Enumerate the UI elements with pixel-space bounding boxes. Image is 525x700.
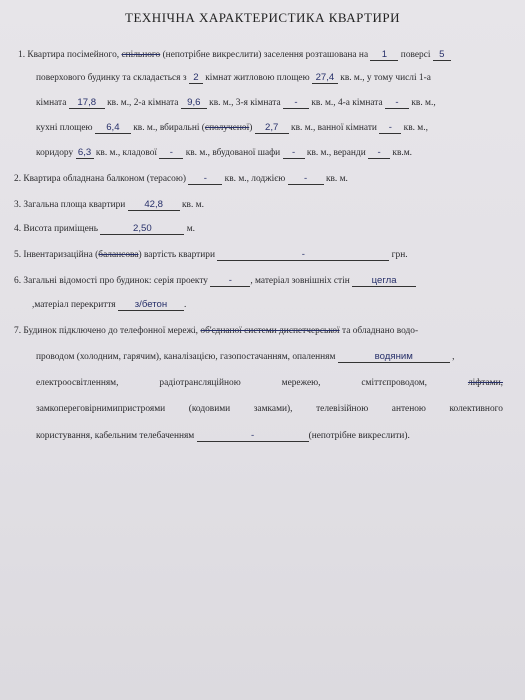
- document-title: ТЕХНІЧНА ХАРАКТЕРИСТИКА КВАРТИРИ: [125, 10, 400, 25]
- walls-field[interactable]: цегла: [352, 275, 416, 287]
- s1-text: (непотрібне викреслити) заселення розташована на: [160, 50, 371, 60]
- s6-text: ,матеріал перекриття: [32, 300, 118, 310]
- s1-text: кв. м., у тому числі 1-а: [337, 73, 431, 83]
- wardrobe-field[interactable]: -: [283, 147, 305, 159]
- room2-field[interactable]: 9,6: [181, 97, 207, 109]
- s2-text: кв. м., лоджією: [222, 174, 288, 184]
- s1-text: кв.м.: [390, 148, 413, 158]
- s1-text: кв. м.,: [401, 123, 428, 133]
- s1-text: кв. м., веранди: [304, 148, 369, 158]
- s7-word: (кодовими: [188, 404, 231, 414]
- s7-text: 7. Будинок підключено до телефонної мережі,: [14, 326, 201, 336]
- s2-text: кв. м.: [323, 174, 348, 184]
- s1-text: кв. м., вбудованої шафи: [183, 148, 283, 158]
- strike-text: об'єднаної системи диспетчерської: [200, 326, 340, 336]
- s7-line2: [36, 351, 454, 363]
- s5-text: грн.: [389, 250, 408, 260]
- s1-text: кімнат житловою площею: [202, 73, 312, 83]
- total-area-field[interactable]: 42,8: [128, 199, 180, 211]
- s2-line: [14, 173, 348, 185]
- s7-word: антеною: [391, 404, 426, 414]
- s2-text: 2. Квартира обладнана балконом (терасою): [14, 174, 189, 184]
- room3-field[interactable]: -: [283, 97, 309, 109]
- s1-text: кв. м., кладової: [93, 148, 160, 158]
- s3-text: кв. м.: [179, 200, 204, 210]
- living-area-field[interactable]: 27,4: [312, 72, 338, 84]
- s1-text: кімната: [36, 98, 69, 108]
- series-field[interactable]: -: [210, 275, 250, 287]
- s7-line3: [36, 377, 503, 389]
- s7-word: радіотрансляційною: [159, 378, 241, 388]
- value-field[interactable]: -: [217, 249, 389, 261]
- s5-line: [14, 249, 408, 261]
- s7-word: колективного: [449, 404, 503, 414]
- s7-line1: [14, 325, 418, 337]
- s1-line4: [36, 122, 428, 134]
- balcony-field[interactable]: -: [188, 173, 222, 185]
- s4-text: 4. Висота приміщень: [14, 224, 101, 234]
- s5-text: 5. Інвентаризаційна (: [14, 250, 99, 260]
- loggia-field[interactable]: -: [288, 173, 324, 185]
- s6-line1: [14, 275, 416, 287]
- s7-word: замкопереговірнимипристроями: [36, 404, 166, 414]
- corridor-field[interactable]: 6,3: [76, 147, 94, 159]
- floor-field[interactable]: 1: [370, 49, 398, 61]
- cable-field[interactable]: -: [197, 430, 309, 442]
- s7-word: електроосвітленням,: [36, 378, 119, 388]
- s3-text: 3. Загальна площа квартири: [14, 200, 128, 210]
- slab-field[interactable]: з/бетон: [118, 299, 184, 311]
- s6-text: , матеріал зовнішніх стін: [250, 276, 353, 286]
- strike-text: спільного: [121, 50, 161, 60]
- s1-text: кв. м., 2-а кімната: [104, 98, 181, 108]
- heating-field[interactable]: водяним: [338, 351, 450, 363]
- s7-text: проводом (холодним, гарячим), каналізацією, газопостачанням, опаленням: [36, 352, 338, 362]
- s1-text: кв. м., 3-я кімната: [206, 98, 283, 108]
- strike-text: балансова: [98, 250, 139, 260]
- s4-line: [14, 223, 195, 235]
- s7-text: (непотрібне викреслити).: [308, 431, 410, 441]
- kitchen-field[interactable]: 6,4: [95, 122, 131, 134]
- s3-line: [14, 199, 204, 211]
- s1-text: 1. Квартира посімейного,: [18, 50, 122, 60]
- rooms-field[interactable]: 2: [189, 72, 203, 84]
- s1-line5: [36, 147, 412, 159]
- s7-word: мережею,: [281, 378, 321, 388]
- s1-text: поверсі: [398, 50, 433, 60]
- s1-text: кв. м., 4-а кімната: [308, 98, 386, 108]
- s5-text: ) вартість квартири: [138, 250, 218, 260]
- s1-line2: [36, 72, 431, 84]
- s1-text: кв. м., ванної кімнати: [288, 123, 380, 133]
- s1-text: кв. м., вбиральні (: [130, 123, 205, 133]
- toilet-field[interactable]: 2,7: [255, 122, 289, 134]
- s7-line5: [36, 430, 410, 442]
- s7-line4: [36, 403, 503, 415]
- s7-word: замками),: [253, 404, 293, 414]
- veranda-field[interactable]: -: [368, 147, 390, 159]
- s1-text: кв. м.,: [409, 98, 436, 108]
- s7-word: сміттєпроводом,: [361, 378, 428, 388]
- s1-text: коридору: [36, 148, 76, 158]
- s7-text: користування, кабельним телебаченням: [36, 431, 197, 441]
- s6-text: .: [183, 300, 187, 310]
- s1-line1: [18, 49, 451, 61]
- height-field[interactable]: 2,50: [100, 223, 184, 235]
- room1-field[interactable]: 17,8: [69, 97, 105, 109]
- s1-text: кухні площею: [36, 123, 95, 133]
- s7-text: ,: [449, 352, 455, 362]
- s6-text: 6. Загальні відомості про будинок: серія проекту: [14, 276, 211, 286]
- s7-word: телевізійною: [316, 404, 369, 414]
- s4-text: м.: [184, 224, 195, 234]
- floors-total-field[interactable]: 5: [433, 49, 451, 61]
- s1-text: поверхового будинку та складається з: [36, 73, 189, 83]
- bath-field[interactable]: -: [379, 122, 401, 134]
- s7-text: та обладнано водо-: [339, 326, 419, 336]
- storage-field[interactable]: -: [159, 147, 183, 159]
- s1-line3: [36, 97, 436, 109]
- s1-text: ): [249, 123, 255, 133]
- s6-line2: [32, 299, 186, 311]
- room4-field[interactable]: -: [385, 97, 409, 109]
- strike-text: ліфтами,: [467, 378, 503, 388]
- strike-text: сполученої: [204, 123, 250, 133]
